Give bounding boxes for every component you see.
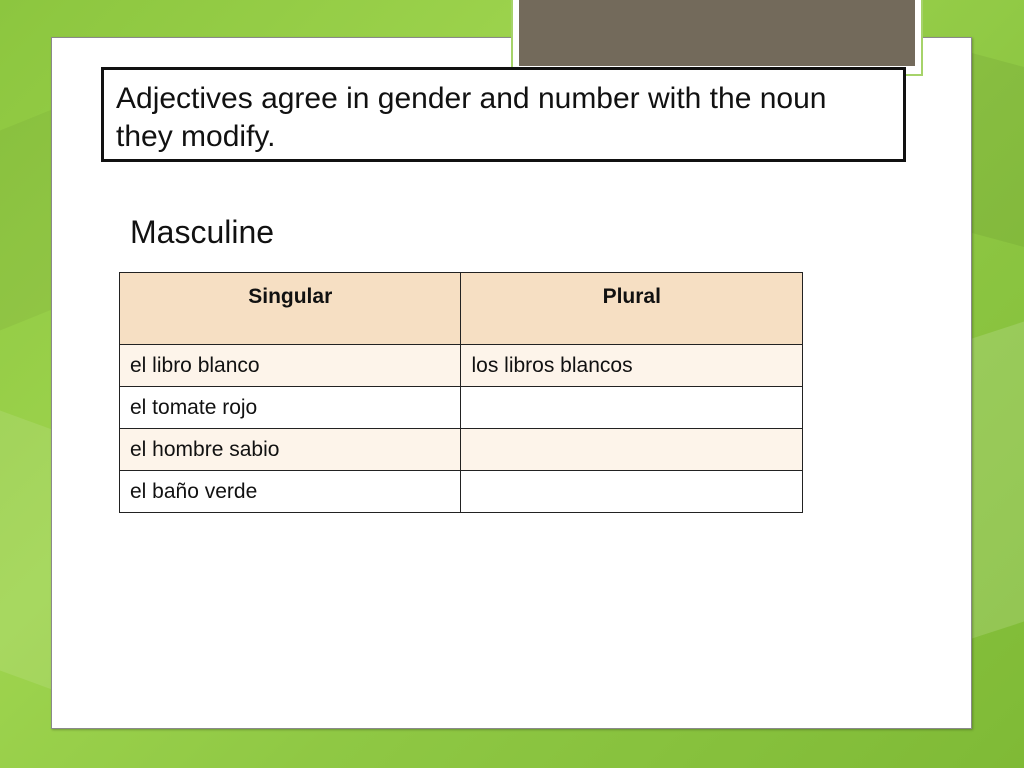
table-cell-singular: el tomate rojo xyxy=(120,387,461,429)
table-cell-plural xyxy=(461,471,803,513)
table-cell-plural xyxy=(461,429,803,471)
statement-text: Adjectives agree in gender and number with the noun they modify. xyxy=(116,82,827,153)
table-cell-plural xyxy=(461,387,803,429)
table-cell-singular: el hombre sabio xyxy=(120,429,461,471)
slide-title-tab-fill xyxy=(519,0,915,66)
adjective-table xyxy=(119,272,803,513)
column-header-plural: Plural xyxy=(461,273,803,345)
table-row xyxy=(120,387,803,429)
table-cell-singular: el libro blanco xyxy=(120,345,461,387)
table-row xyxy=(120,345,803,387)
section-heading: Masculine xyxy=(130,214,275,250)
background-facet xyxy=(972,322,1024,639)
table-row xyxy=(120,429,803,471)
column-header-singular: Singular xyxy=(120,273,461,345)
table-header-row xyxy=(120,273,803,345)
slide-title-tab xyxy=(511,0,923,76)
background-facet xyxy=(0,411,52,690)
statement-box xyxy=(101,67,906,162)
table-row xyxy=(120,471,803,513)
table-cell-plural: los libros blancos xyxy=(461,345,803,387)
background-facet xyxy=(972,53,1024,247)
table-cell-singular: el baño verde xyxy=(120,471,461,513)
background-facet xyxy=(0,109,52,330)
